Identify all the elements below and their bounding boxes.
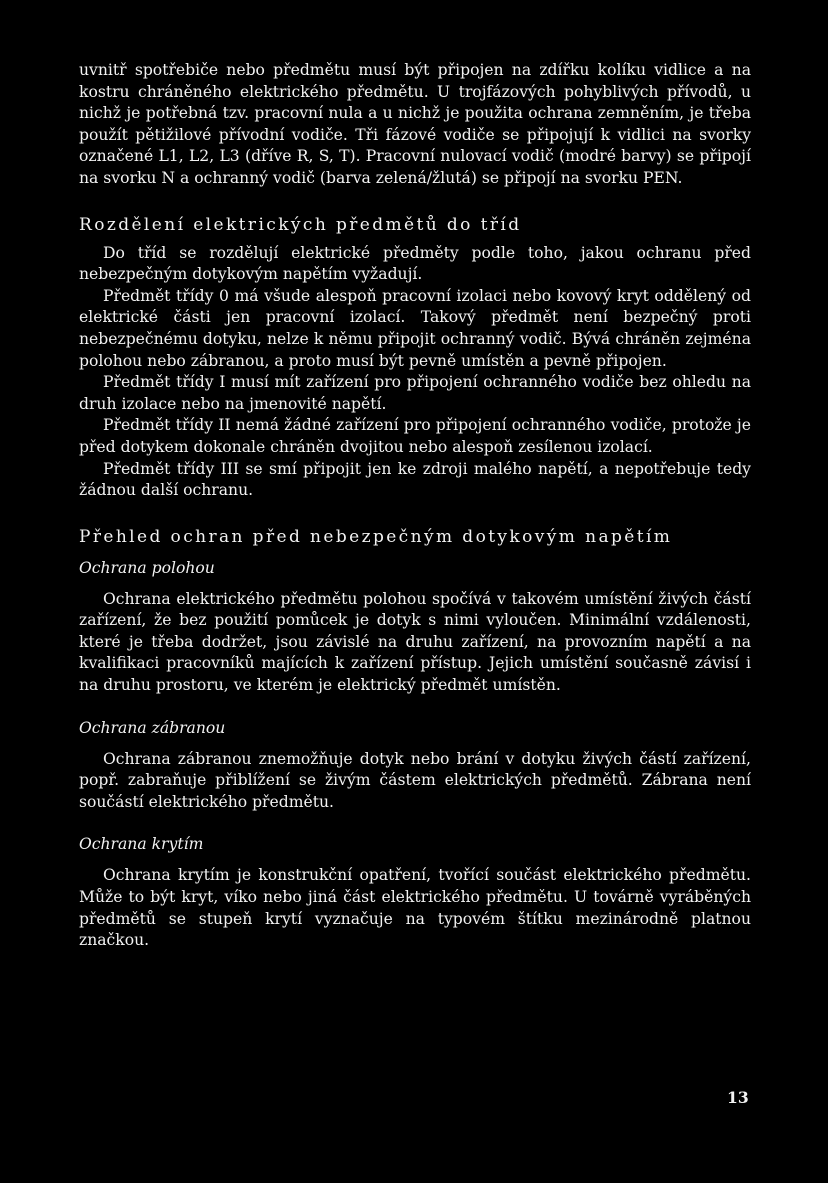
classes-paragraph-class-3: Předmět třídy III se smí připojit jen ke zdroji malého napětí, a nepotřebuje tedy žádnou další ochranu. — [79, 459, 751, 500]
section-heading-classes: Rozdělení elektrických předmětů do tříd — [79, 214, 522, 235]
subheading-ochrana-polohou: Ochrana polohou — [79, 558, 215, 577]
classes-paragraph-class-0: Předmět třídy 0 má všude alespoň pracovní izolaci nebo kovový kryt oddělený od elektrické části jen pracovní izolací. Takový předmět není bezpečný proti nebezpečnému dotyku, nelze k němu připojit ochranný vodič. Bývá chráněn zejména polohou nebo zábranou, a proto musí být pevně umístěn a pevně připojen. — [79, 286, 751, 370]
intro-paragraph: uvnitř spotřebiče nebo předmětu musí být připojen na zdířku kolíku vidlice a na kostru chráněného elektrického předmětu. U trojfázových pohyblivých přívodů, u nichž je potřebná tzv. pracovní nula a u nichž je použita ochrana zemněním, je třeba použít pětižilové přívodní vodiče. Tři fázové vodiče se připojují k vidlici na svorky označené L1, L2, L3 (dříve R, S, T). Pracovní nulovací vodič (modré barvy) se připojí na svorku N a ochranný vodič (barva zelená/žlutá) se připojí na svorku PEN. — [79, 61, 751, 187]
paragraph-ochrana-polohou: Ochrana elektrického předmětu polohou spočívá v takovém umístění živých částí zařízení, že bez použití pomůcek je dotyk s nimi vyloučen. Minimální vzdálenosti, které je třeba dodržet, jsou závislé na druhu zařízení, na provozním napětí a na kvalifikaci pracovníků majících k zařízení přístup. Jejich umístění současně závisí i na druhu prostoru, ve kterém je elektrický předmět umístěn. — [79, 589, 751, 695]
page-number: 13 — [727, 1088, 749, 1107]
subheading-ochrana-krytim: Ochrana krytím — [79, 835, 204, 854]
paragraph-ochrana-zabranou: Ochrana zábranou znemožňuje dotyk nebo brání v dotyku živých částí zařízení, popř. zabraňuje přiblížení se živým částem elektrických předmětů. Zábrana není součástí elektrického předmětu. — [79, 749, 751, 811]
subheading-ochrana-zabranou: Ochrana zábranou — [79, 718, 226, 737]
paragraph-ochrana-krytim: Ochrana krytím je konstrukční opatření, tvořící součást elektrického předmětu. Může to být kryt, víko nebo jiná část elektrického předmětu. U továrně vyráběných předmětů se stupeň krytí vyznačuje na typovém štítku mezinárodně platnou značkou. — [79, 866, 751, 950]
classes-paragraph-class-1: Předmět třídy I musí mít zařízení pro připojení ochranného vodiče bez ohledu na druh izolace nebo na jmenovité napětí. — [79, 373, 751, 413]
section-heading-overview: Přehled ochran před nebezpečným dotykovým napětím — [79, 526, 673, 547]
classes-paragraph-class-2: Předmět třídy II nemá žádné zařízení pro připojení ochranného vodiče, protože je před dotykem dokonale chráněn dvojitou nebo alespoň zesílenou izolací. — [79, 416, 751, 456]
classes-section-body — [79, 243, 751, 502]
classes-paragraph-intro: Do tříd se rozdělují elektrické předměty podle toho, jakou ochranu před nebezpečným dotykovým napětím vyžadují. — [79, 243, 751, 284]
document-page — [79, 60, 751, 952]
